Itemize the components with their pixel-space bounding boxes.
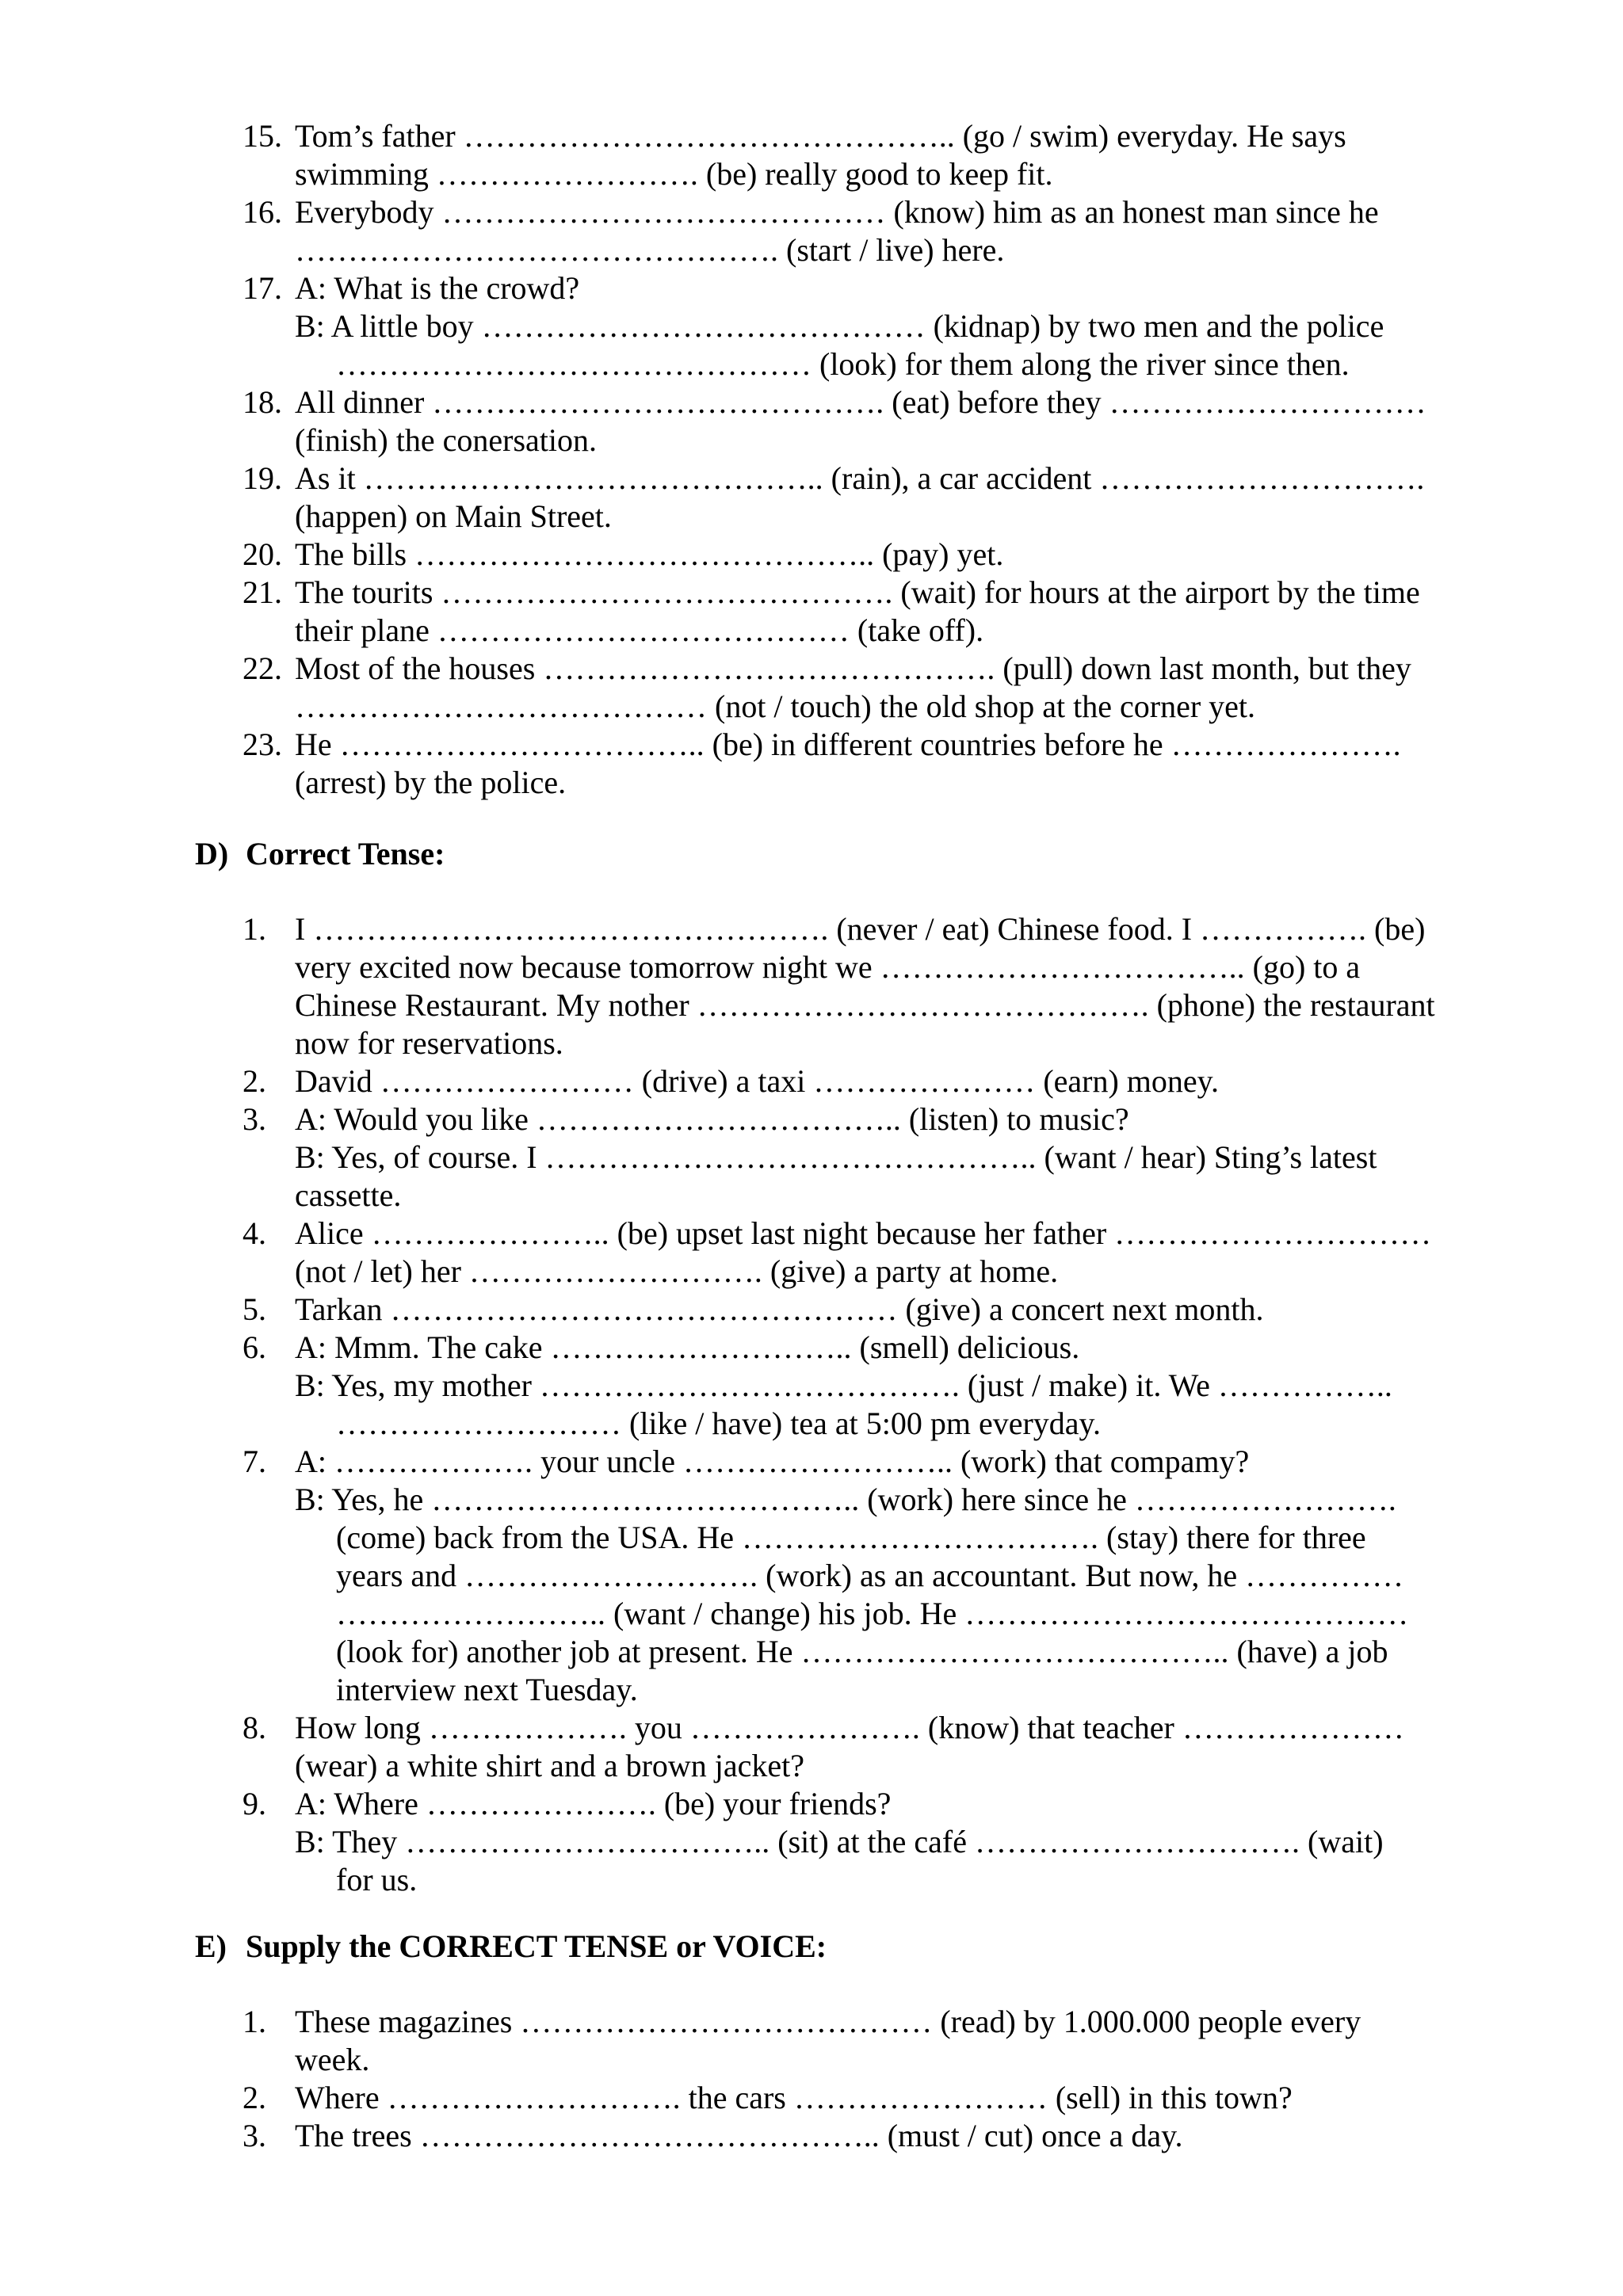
item-text-line: A: Where …………………. (be) your friends? <box>295 1786 892 1821</box>
item-text-line: David …………………… (drive) a taxi ………………… (earn) money. <box>295 1063 1220 1099</box>
exercise-item <box>0 1709 1499 1785</box>
exercise-item <box>0 460 1499 536</box>
item-text-line: cassette. <box>295 1177 402 1213</box>
exercise-item <box>0 1329 1499 1443</box>
item-text-line: A: What is the crowd? <box>295 270 580 306</box>
section-d-title: Correct Tense: <box>246 836 445 871</box>
section-e-letter: E) <box>195 1928 227 1964</box>
item-text-line: The bills …………………………………….. (pay) yet. <box>295 536 1004 572</box>
item-number: 2. <box>242 2080 266 2115</box>
item-text-line: Chinese Restaurant. My nother ……………………………………. (phone) the restaurant <box>295 987 1435 1023</box>
item-text-line: now for reservations. <box>295 1025 563 1061</box>
exercise-item <box>0 536 1499 574</box>
item-text-line: All dinner ……………………………………. (eat) before they ………………………… <box>295 384 1426 420</box>
item-text-line: I …………………………………………. (never / eat) Chinese food. I ……………. (be) <box>295 911 1426 947</box>
item-text-line: As it …………………………………….. (rain), a car accident …………………………. <box>295 460 1425 496</box>
exercise-item <box>0 193 1499 269</box>
item-number: 4. <box>242 1215 266 1251</box>
item-number: 15. <box>242 118 282 154</box>
item-text-line: (look for) another job at present. He ………………………………….. (have) a job <box>336 1634 1388 1669</box>
section-d-heading <box>195 835 445 873</box>
item-text-line: A: ………………. your uncle …………………….. (work) that compamy? <box>295 1444 1250 1479</box>
item-number: 3. <box>242 1101 266 1137</box>
item-text-line: (finish) the conersation. <box>295 422 597 458</box>
item-number: 3. <box>242 2118 266 2153</box>
exercise-item <box>0 1291 1499 1329</box>
item-text-line: interview next Tuesday. <box>336 1672 638 1707</box>
item-text-line: B: They …………………………….. (sit) at the café …………………………. (wait) <box>295 1824 1384 1859</box>
exercise-item <box>0 1062 1499 1100</box>
item-number: 22. <box>242 650 282 686</box>
item-text-line: (not / let) her ………………………. (give) a party at home. <box>295 1253 1059 1289</box>
item-text-line: Most of the houses ……………………………………. (pull) down last month, but they <box>295 650 1411 686</box>
item-text-line: Alice ………………….. (be) upset last night because her father ………………………… <box>295 1215 1432 1251</box>
section-e-heading <box>195 1928 827 1966</box>
exercise-item <box>0 650 1499 726</box>
item-text-line: (happen) on Main Street. <box>295 498 612 534</box>
item-text-line: week. <box>295 2042 370 2077</box>
item-number: 6. <box>242 1329 266 1365</box>
item-text-line: ………………………………………. (start / live) here. <box>295 232 1005 268</box>
exercise-item <box>0 2079 1499 2117</box>
item-number: 2. <box>242 1063 266 1099</box>
exercise-item <box>0 1215 1499 1291</box>
item-text-line: How long ………………. you …………………. (know) that teacher ………………… <box>295 1710 1404 1745</box>
item-text-line: A: Would you like …………………………….. (listen) to music? <box>295 1101 1129 1137</box>
item-text-line: ……………………………………… (look) for them along the river since then. <box>336 346 1350 382</box>
item-text-line: years and ………………………. (work) as an accountant. But now, he …………… <box>336 1558 1404 1593</box>
item-text-line: Tom’s father ……………………………………….. (go / swim) everyday. He says <box>295 118 1346 154</box>
item-text-line: (arrest) by the police. <box>295 765 567 800</box>
item-number: 17. <box>242 270 282 306</box>
exercise-item <box>0 910 1499 1062</box>
item-text-line: for us. <box>336 1862 418 1897</box>
item-text-line: B: Yes, he ………………………………….. (work) here since he ……………………. <box>295 1482 1396 1517</box>
exercise-item <box>0 726 1499 802</box>
item-text-line: swimming ……………………. (be) really good to keep fit. <box>295 156 1053 192</box>
exercise-item <box>0 2117 1499 2155</box>
exercise-item <box>0 1100 1499 1215</box>
item-text-line: ………………………………… (not / touch) the old shop at the corner yet. <box>295 688 1256 724</box>
exercise-item <box>0 1443 1499 1709</box>
item-text-line: …………………….. (want / change) his job. He …………………………………… <box>336 1596 1409 1631</box>
item-text-line: B: A little boy …………………………………… (kidnap) by two men and the police <box>295 308 1384 344</box>
item-text-line: (wear) a white shirt and a brown jacket? <box>295 1748 805 1783</box>
exercise-item <box>0 117 1499 193</box>
item-text-line: (come) back from the USA. He ……………………………. (stay) there for three <box>336 1520 1366 1555</box>
item-number: 16. <box>242 194 282 230</box>
item-text-line: The tourits ……………………………………. (wait) for hours at the airport by the time <box>295 574 1420 610</box>
exercise-item <box>0 574 1499 650</box>
item-number: 1. <box>242 2004 266 2039</box>
item-number: 23. <box>242 727 282 762</box>
item-number: 18. <box>242 384 282 420</box>
exercise-list-e <box>0 2003 1623 2155</box>
item-text-line: B: Yes, of course. I ……………………………………….. (want / hear) Sting’s latest <box>295 1139 1377 1175</box>
item-text-line: Tarkan ………………………………………… (give) a concert next month. <box>295 1291 1264 1327</box>
item-number: 8. <box>242 1710 266 1745</box>
item-number: 21. <box>242 574 282 610</box>
item-number: 9. <box>242 1786 266 1821</box>
section-d-letter: D) <box>195 836 229 871</box>
item-text-line: their plane ………………………………… (take off). <box>295 612 984 648</box>
item-text-line: A: Mmm. The cake ……………………….. (smell) delicious. <box>295 1329 1080 1365</box>
item-number: 5. <box>242 1291 266 1327</box>
item-text-line: B: Yes, my mother …………………………………. (just / make) it. We …………….. <box>295 1367 1392 1403</box>
section-e-title: Supply the CORRECT TENSE or VOICE: <box>246 1928 827 1964</box>
item-text-line: Everybody …………………………………… (know) him as an honest man since he <box>295 194 1379 230</box>
item-number: 19. <box>242 460 282 496</box>
item-text-line: These magazines ………………………………… (read) by 1.000.000 people every <box>295 2004 1361 2039</box>
exercise-item <box>0 383 1499 460</box>
item-text-line: The trees …………………………………….. (must / cut) once a day. <box>295 2118 1183 2153</box>
exercise-item <box>0 2003 1499 2079</box>
item-text-line: Where ………………………. the cars …………………… (sell) in this town? <box>295 2080 1293 2115</box>
item-text-line: He …………………………….. (be) in different countries before he …………………. <box>295 727 1401 762</box>
exercise-list-c-continued <box>0 117 1623 802</box>
item-number: 7. <box>242 1444 266 1479</box>
exercise-list-d <box>0 910 1623 1899</box>
item-text-line: ……………………… (like / have) tea at 5:00 pm everyday. <box>336 1405 1101 1441</box>
item-number: 1. <box>242 911 266 947</box>
item-number: 20. <box>242 536 282 572</box>
exercise-item <box>0 269 1499 383</box>
item-text-line: very excited now because tomorrow night we …………………………….. (go) to a <box>295 949 1361 985</box>
exercise-item <box>0 1785 1499 1899</box>
